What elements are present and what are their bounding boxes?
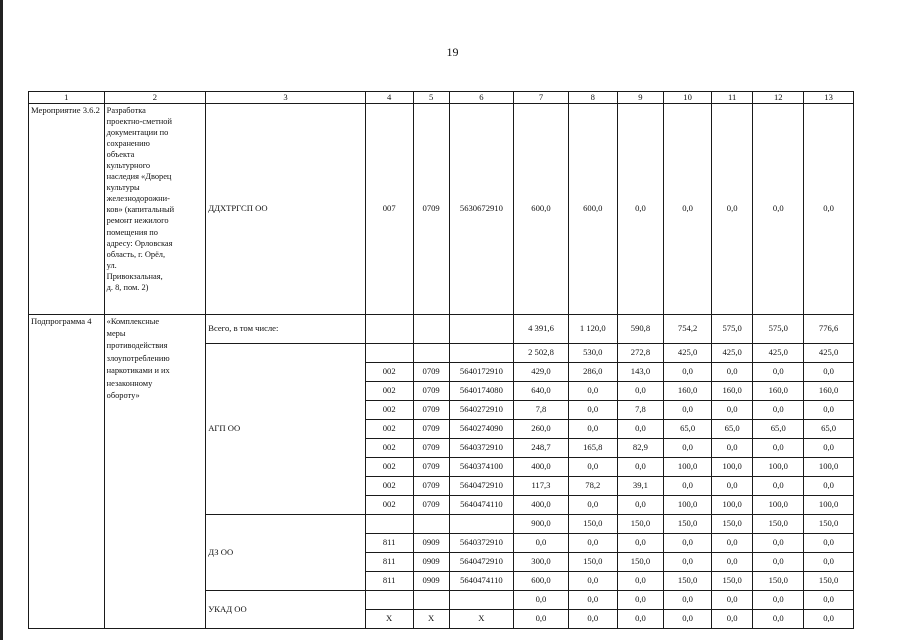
value-cell: 0,0 bbox=[711, 438, 752, 457]
value-cell: 0,0 bbox=[804, 400, 854, 419]
value-cell: 0,0 bbox=[617, 103, 664, 314]
value-cell: 7,8 bbox=[617, 400, 664, 419]
value-cell: 65,0 bbox=[664, 419, 712, 438]
value-cell: 0,0 bbox=[568, 609, 617, 628]
value-cell: 0,0 bbox=[804, 103, 854, 314]
empty-cell bbox=[413, 343, 449, 362]
value-cell: 0,0 bbox=[568, 381, 617, 400]
value-cell: 400,0 bbox=[514, 495, 569, 514]
subtotal-value-cell: 150,0 bbox=[753, 514, 804, 533]
csr-cell: 5630672910 bbox=[449, 103, 513, 314]
value-cell: 0,0 bbox=[617, 381, 664, 400]
subtotal-value-cell: 0,0 bbox=[568, 590, 617, 609]
executor-group-cell: УКАД ОО bbox=[206, 590, 366, 628]
value-cell: 300,0 bbox=[514, 552, 569, 571]
csr-cell: 5640272910 bbox=[449, 400, 513, 419]
event-label-cell: Мероприятие 3.6.2 bbox=[29, 103, 105, 314]
value-cell: 160,0 bbox=[804, 381, 854, 400]
empty-cell bbox=[365, 514, 413, 533]
csr-cell: 5640174080 bbox=[449, 381, 513, 400]
value-cell: 0,0 bbox=[711, 400, 752, 419]
total-value-cell: 776,6 bbox=[804, 314, 854, 343]
rzpr-cell: 0709 bbox=[413, 457, 449, 476]
column-number-cell: 4 bbox=[365, 92, 413, 104]
value-cell: 65,0 bbox=[753, 419, 804, 438]
value-cell: 82,9 bbox=[617, 438, 664, 457]
column-number-cell: 11 bbox=[711, 92, 752, 104]
column-number-cell: 6 bbox=[449, 92, 513, 104]
value-cell: 0,0 bbox=[664, 400, 712, 419]
rzpr-cell: 0909 bbox=[413, 571, 449, 590]
subtotal-value-cell: 150,0 bbox=[804, 514, 854, 533]
value-cell: 640,0 bbox=[514, 381, 569, 400]
subtotal-value-cell: 425,0 bbox=[753, 343, 804, 362]
value-cell: 7,8 bbox=[514, 400, 569, 419]
value-cell: 100,0 bbox=[664, 495, 712, 514]
value-cell: 0,0 bbox=[514, 609, 569, 628]
csr-cell: 5640372910 bbox=[449, 438, 513, 457]
column-number-cell: 13 bbox=[804, 92, 854, 104]
grbs-cell: 007 bbox=[365, 103, 413, 314]
rzpr-cell: 0709 bbox=[413, 438, 449, 457]
grbs-cell: 002 bbox=[365, 495, 413, 514]
rzpr-cell: 0709 bbox=[413, 381, 449, 400]
subtotal-value-cell: 150,0 bbox=[568, 514, 617, 533]
rzpr-cell: 0709 bbox=[413, 495, 449, 514]
value-cell: 0,0 bbox=[711, 476, 752, 495]
empty-cell bbox=[449, 590, 513, 609]
value-cell: 0,0 bbox=[804, 609, 854, 628]
csr-cell: 5640472910 bbox=[449, 476, 513, 495]
csr-cell: 5640474110 bbox=[449, 571, 513, 590]
total-value-cell: 754,2 bbox=[664, 314, 712, 343]
executor-group-cell: АГП ОО bbox=[206, 343, 366, 514]
value-cell: 0,0 bbox=[711, 362, 752, 381]
rzpr-cell: 0709 bbox=[413, 103, 449, 314]
value-cell: 0,0 bbox=[753, 438, 804, 457]
value-cell: 150,0 bbox=[711, 571, 752, 590]
value-cell: 0,0 bbox=[711, 609, 752, 628]
value-cell: 100,0 bbox=[804, 457, 854, 476]
value-cell: 400,0 bbox=[514, 457, 569, 476]
value-cell: 0,0 bbox=[804, 476, 854, 495]
executor-cell: ДДХТРГСП ОО bbox=[206, 103, 366, 314]
value-cell: 100,0 bbox=[804, 495, 854, 514]
budget-table bbox=[28, 91, 854, 629]
value-cell: 0,0 bbox=[753, 400, 804, 419]
value-cell: 248,7 bbox=[514, 438, 569, 457]
rzpr-cell: 0709 bbox=[413, 400, 449, 419]
value-cell: 0,0 bbox=[568, 495, 617, 514]
value-cell: 0,0 bbox=[514, 533, 569, 552]
subtotal-value-cell: 150,0 bbox=[617, 514, 664, 533]
total-label-cell: Всего, в том числе: bbox=[206, 314, 366, 343]
total-value-cell: 575,0 bbox=[753, 314, 804, 343]
empty-cell bbox=[413, 590, 449, 609]
value-cell: 0,0 bbox=[664, 476, 712, 495]
subtotal-value-cell: 272,8 bbox=[617, 343, 664, 362]
column-number-cell: 12 bbox=[753, 92, 804, 104]
value-cell: 0,0 bbox=[753, 103, 804, 314]
csr-cell: 5640474110 bbox=[449, 495, 513, 514]
value-cell: 65,0 bbox=[711, 419, 752, 438]
value-cell: 0,0 bbox=[664, 438, 712, 457]
subtotal-value-cell: 0,0 bbox=[617, 590, 664, 609]
grbs-cell: 002 bbox=[365, 438, 413, 457]
total-value-cell: 575,0 bbox=[711, 314, 752, 343]
grbs-cell: 811 bbox=[365, 533, 413, 552]
executor-group-cell: ДЗ ОО bbox=[206, 514, 366, 590]
csr-cell: 5640374100 bbox=[449, 457, 513, 476]
value-cell: 100,0 bbox=[753, 495, 804, 514]
value-cell: 150,0 bbox=[664, 571, 712, 590]
value-cell: 160,0 bbox=[753, 381, 804, 400]
page-edge-line bbox=[0, 0, 3, 640]
value-cell: 100,0 bbox=[664, 457, 712, 476]
value-cell: 0,0 bbox=[664, 552, 712, 571]
rzpr-cell: 0909 bbox=[413, 552, 449, 571]
value-cell: 160,0 bbox=[711, 381, 752, 400]
value-cell: 0,0 bbox=[664, 609, 712, 628]
event-description-cell: Разработка проектно-сметной документации по сохранению объекта культурного наследия «Дворец культуры железнодорожни- ков» (капитальный ремонт нежилого помещения по адресу: Орловская область, г. Орёл, ул. Привокзальная, д. 8, пом. 2) bbox=[104, 103, 206, 314]
grbs-cell: 811 bbox=[365, 571, 413, 590]
csr-cell: Х bbox=[449, 609, 513, 628]
column-number-cell: 8 bbox=[568, 92, 617, 104]
value-cell: 0,0 bbox=[804, 438, 854, 457]
grbs-cell: 002 bbox=[365, 362, 413, 381]
grbs-cell: 811 bbox=[365, 552, 413, 571]
value-cell: 260,0 bbox=[514, 419, 569, 438]
subtotal-value-cell: 425,0 bbox=[804, 343, 854, 362]
value-cell: 165,8 bbox=[568, 438, 617, 457]
value-cell: 0,0 bbox=[617, 571, 664, 590]
empty-cell bbox=[413, 514, 449, 533]
empty-cell bbox=[365, 343, 413, 362]
value-cell: 0,0 bbox=[711, 533, 752, 552]
subtotal-value-cell: 0,0 bbox=[753, 590, 804, 609]
value-cell: 0,0 bbox=[753, 609, 804, 628]
empty-cell bbox=[365, 590, 413, 609]
value-cell: 0,0 bbox=[664, 362, 712, 381]
value-cell: 78,2 bbox=[568, 476, 617, 495]
grbs-cell: 002 bbox=[365, 419, 413, 438]
csr-cell: 5640372910 bbox=[449, 533, 513, 552]
rzpr-cell: 0709 bbox=[413, 419, 449, 438]
empty-cell bbox=[365, 314, 413, 343]
value-cell: 0,0 bbox=[753, 552, 804, 571]
value-cell: 100,0 bbox=[711, 457, 752, 476]
total-value-cell: 1 120,0 bbox=[568, 314, 617, 343]
rzpr-cell: 0709 bbox=[413, 476, 449, 495]
subtotal-value-cell: 0,0 bbox=[514, 590, 569, 609]
grbs-cell: 002 bbox=[365, 400, 413, 419]
column-number-cell: 9 bbox=[617, 92, 664, 104]
column-number-cell: 10 bbox=[664, 92, 712, 104]
subtotal-value-cell: 150,0 bbox=[711, 514, 752, 533]
value-cell: 0,0 bbox=[711, 552, 752, 571]
value-cell: 0,0 bbox=[753, 533, 804, 552]
value-cell: 0,0 bbox=[664, 533, 712, 552]
subprogram-label-cell: Подпрограмма 4 bbox=[29, 314, 105, 628]
subtotal-value-cell: 530,0 bbox=[568, 343, 617, 362]
value-cell: 143,0 bbox=[617, 362, 664, 381]
value-cell: 0,0 bbox=[568, 533, 617, 552]
table-body bbox=[29, 92, 854, 629]
column-number-cell: 1 bbox=[29, 92, 105, 104]
value-cell: 429,0 bbox=[514, 362, 569, 381]
value-cell: 0,0 bbox=[804, 362, 854, 381]
subtotal-value-cell: 425,0 bbox=[711, 343, 752, 362]
value-cell: 150,0 bbox=[753, 571, 804, 590]
value-cell: 0,0 bbox=[711, 103, 752, 314]
column-number-row bbox=[29, 92, 854, 104]
csr-cell: 5640274090 bbox=[449, 419, 513, 438]
value-cell: 150,0 bbox=[617, 552, 664, 571]
subtotal-value-cell: 0,0 bbox=[804, 590, 854, 609]
value-cell: 100,0 bbox=[711, 495, 752, 514]
value-cell: 0,0 bbox=[804, 552, 854, 571]
value-cell: 600,0 bbox=[514, 571, 569, 590]
value-cell: 600,0 bbox=[514, 103, 569, 314]
value-cell: 286,0 bbox=[568, 362, 617, 381]
value-cell: 0,0 bbox=[753, 476, 804, 495]
value-cell: 39,1 bbox=[617, 476, 664, 495]
value-cell: 150,0 bbox=[804, 571, 854, 590]
column-number-cell: 2 bbox=[104, 92, 206, 104]
column-number-cell: 3 bbox=[206, 92, 366, 104]
rzpr-cell: 0709 bbox=[413, 362, 449, 381]
grbs-cell: Х bbox=[365, 609, 413, 628]
event-row bbox=[29, 103, 854, 314]
value-cell: 160,0 bbox=[664, 381, 712, 400]
subtotal-value-cell: 425,0 bbox=[664, 343, 712, 362]
value-cell: 0,0 bbox=[568, 400, 617, 419]
value-cell: 0,0 bbox=[568, 419, 617, 438]
rzpr-cell: Х bbox=[413, 609, 449, 628]
value-cell: 0,0 bbox=[664, 103, 712, 314]
csr-cell: 5640472910 bbox=[449, 552, 513, 571]
total-value-cell: 4 391,6 bbox=[514, 314, 569, 343]
subtotal-value-cell: 150,0 bbox=[664, 514, 712, 533]
grbs-cell: 002 bbox=[365, 457, 413, 476]
subtotal-value-cell: 0,0 bbox=[711, 590, 752, 609]
value-cell: 0,0 bbox=[568, 571, 617, 590]
rzpr-cell: 0909 bbox=[413, 533, 449, 552]
empty-cell bbox=[413, 314, 449, 343]
subprogram-total-row bbox=[29, 314, 854, 343]
value-cell: 600,0 bbox=[568, 103, 617, 314]
value-cell: 150,0 bbox=[568, 552, 617, 571]
page-number: 19 bbox=[446, 45, 459, 59]
empty-cell bbox=[449, 314, 513, 343]
value-cell: 0,0 bbox=[617, 495, 664, 514]
subtotal-value-cell: 2 502,8 bbox=[514, 343, 569, 362]
value-cell: 0,0 bbox=[617, 609, 664, 628]
subprogram-description-cell: «Комплексные меры противодействия злоупотреблению наркотиками и их незаконному обороту» bbox=[104, 314, 206, 628]
value-cell: 0,0 bbox=[804, 533, 854, 552]
subtotal-value-cell: 900,0 bbox=[514, 514, 569, 533]
value-cell: 65,0 bbox=[804, 419, 854, 438]
value-cell: 0,0 bbox=[753, 362, 804, 381]
value-cell: 0,0 bbox=[617, 533, 664, 552]
grbs-cell: 002 bbox=[365, 381, 413, 400]
value-cell: 117,3 bbox=[514, 476, 569, 495]
subtotal-value-cell: 0,0 bbox=[664, 590, 712, 609]
value-cell: 0,0 bbox=[568, 457, 617, 476]
value-cell: 100,0 bbox=[753, 457, 804, 476]
grbs-cell: 002 bbox=[365, 476, 413, 495]
empty-cell bbox=[449, 514, 513, 533]
value-cell: 0,0 bbox=[617, 419, 664, 438]
total-value-cell: 590,8 bbox=[617, 314, 664, 343]
value-cell: 0,0 bbox=[617, 457, 664, 476]
csr-cell: 5640172910 bbox=[449, 362, 513, 381]
empty-cell bbox=[449, 343, 513, 362]
column-number-cell: 7 bbox=[514, 92, 569, 104]
column-number-cell: 5 bbox=[413, 92, 449, 104]
